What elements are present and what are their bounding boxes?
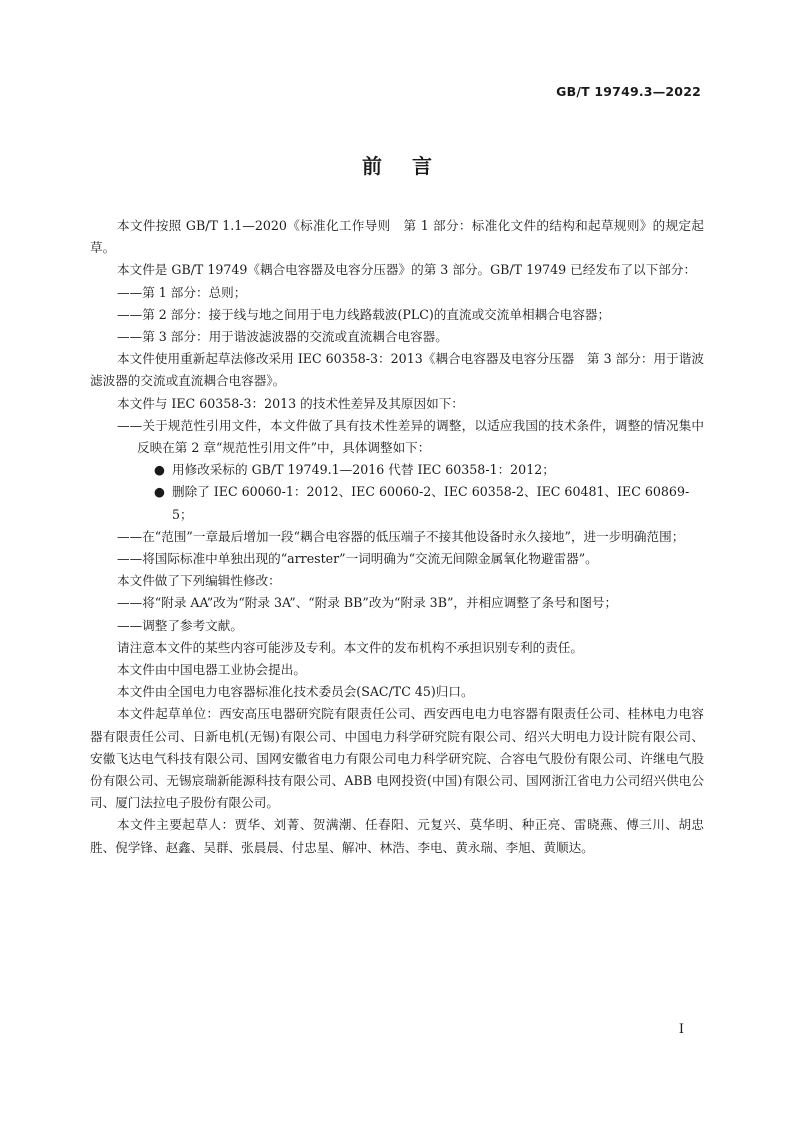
standard-code: GB/T 19749.3—2022 bbox=[556, 84, 701, 99]
bullet-item bbox=[90, 459, 704, 481]
list-item: ——第 2 部分：接于线与地之间用于电力线路载波(PLC)的直流或交流单相耦合电容器； bbox=[117, 306, 611, 322]
paragraph: 本文件起草单位：西安高压电器研究院有限责任公司、西安西电电力电容器有限责任公司、桂林电力电容器有限责任公司、日新电机(无锡)有限公司、中国电力科学研究院有限公司、绍兴大明电力设计院有限公司、安徽飞达电气科技有限公司、国网安徽省电力有限公司电力科学研究院、合容电气股份有限公司、许继电气股份有限公司、无锡宸瑞新能源科技有限公司、ABB 电网投资(中国)有限公司、国网浙江省电力公司绍兴供电公司、厦门法拉电子股份有限公司。 bbox=[90, 706, 704, 811]
list-item: ——关于规范性引用文件，本文件做了具有技术性差异的调整，以适应我国的技术条件，调整的情况集中反映在第 2 章“规范性引用文件”中，具体调整如下： bbox=[117, 417, 704, 456]
bullet-item bbox=[90, 481, 704, 525]
paragraph: 本文件主要起草人：贾华、刘菁、贺满潮、任春阳、元复兴、莫华明、种正亮、雷晓燕、傅三川、胡忠胜、倪学锋、赵鑫、吴群、张晨晨、付忠星、解冲、林浩、李电、黄永瑞、李旭、黄顺达。 bbox=[90, 817, 704, 855]
paragraph: 本文件与 IEC 60358-3：2013 的技术性差异及其原因如下： bbox=[117, 395, 464, 411]
list-item: ——将“附录 AA”改为“附录 3A”、“附录 BB”改为“附录 3B”，并相应调整了条号和图号； bbox=[117, 595, 618, 611]
list-item: ——第 3 部分：用于谐波滤波器的交流或直流耦合电容器。 bbox=[117, 329, 448, 345]
page-number: I bbox=[678, 1022, 684, 1037]
paragraph: 本文件做了下列编辑性修改： bbox=[117, 573, 281, 589]
foreword-body bbox=[90, 215, 704, 859]
paragraph: 请注意本文件的某些内容可能涉及专利。本文件的发布机构不承担识别专利的责任。 bbox=[117, 639, 583, 655]
list-item: ——调整了参考文献。 bbox=[117, 617, 243, 633]
list-item: ——第 1 部分：总则； bbox=[117, 284, 247, 300]
bullet-icon: ● bbox=[154, 462, 165, 478]
bullet-text: 删除了 IEC 60060-1：2012、IEC 60060-2、IEC 60358-2、IEC 60481、IEC 60869-5； bbox=[172, 484, 690, 522]
bullet-text: 用修改采标的 GB/T 19749.1—2016 代替 IEC 60358-1：2012； bbox=[172, 462, 555, 478]
paragraph: 本文件按照 GB/T 1.1—2020《标准化工作导则 第 1 部分：标准化文件的结构和起草规则》的规定起草。 bbox=[90, 218, 704, 256]
page-title: 前言 bbox=[362, 154, 462, 178]
paragraph: 本文件是 GB/T 19749《耦合电容器及电容分压器》的第 3 部分。GB/T 19749 已经发布了以下部分： bbox=[117, 262, 697, 278]
list-item: ——将国际标准中单独出现的“arrester”一词明确为“交流无间隙金属氧化物避雷器”。 bbox=[117, 551, 598, 567]
bullet-icon: ● bbox=[154, 484, 165, 500]
paragraph: 本文件由中国电器工业协会提出。 bbox=[117, 662, 306, 678]
paragraph: 本文件使用重新起草法修改采用 IEC 60358-3：2013《耦合电容器及电容分压器 第 3 部分：用于谐波滤波器的交流或直流耦合电容器》。 bbox=[90, 351, 704, 389]
paragraph: 本文件由全国电力电容器标准化技术委员会(SAC/TC 45)归口。 bbox=[117, 684, 474, 700]
list-item: ——在“范围”一章最后增加一段“耦合电容器的低压端子不接其他设备时永久接地”，进一步明确范围； bbox=[117, 528, 685, 544]
